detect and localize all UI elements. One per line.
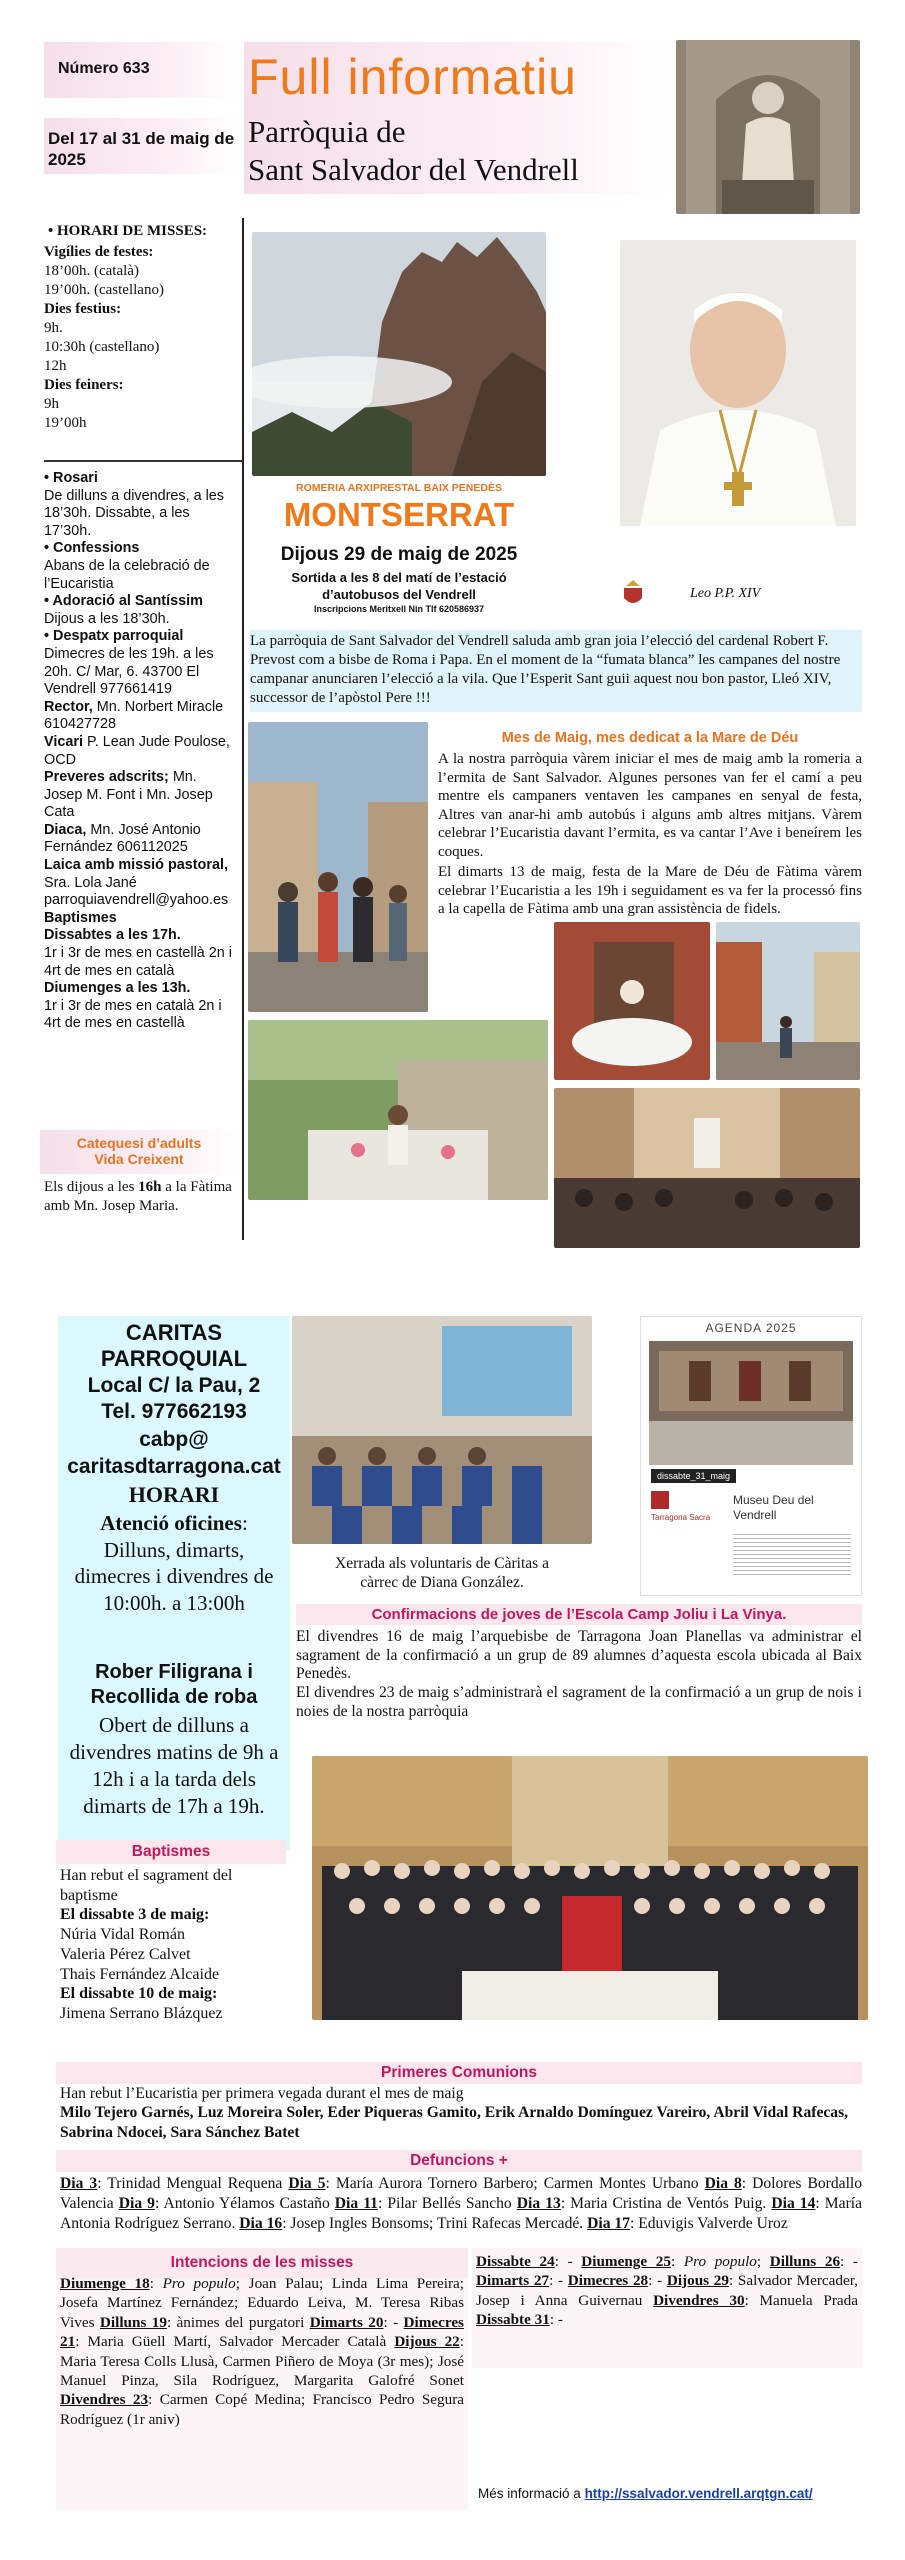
mass-schedule: • HORARI DE MISSES: Vigílies de festes: 18’00h. (català) 19’00h. (castellano) Dies festius: 9h. 10:30h (castellano) 12h Dies feiners: 9h 19’00h: [44, 222, 238, 433]
agenda-heading: AGENDA 2025: [705, 1321, 797, 1335]
montserrat-line-2: d’autobusos del Vendrell: [322, 587, 476, 602]
date-box: [44, 118, 240, 174]
agenda-museum: Museu Deu del Vendrell: [733, 1493, 814, 1522]
confirmacions-paragraph-1: El divendres 16 de maig l’arquebisbe de Tarragona Joan Planellas va administrar el sagrament de la confirmació a un grup de 89 alumnes d’aquesta escola ubicada al Baix Penedès.: [296, 1628, 862, 1683]
staff-vicari: Vicari P. Lean Jude Poulose, OCD: [44, 733, 230, 768]
montserrat-photo: [252, 232, 546, 476]
schedule-heading: HORARI DE MISSES:: [57, 223, 208, 239]
mes-maig-paragraph-1: A la nostra parròquia vàrem iniciar el mes de maig amb la romeria a l’ermita de Sant Salvador. Algunes persones van fer el camí a peu mentre els campaners ventaven les campanes en senyal de festa, Altres van anar-hi amb autobús i alguns amb altres mitjans. Vàrem celebrar l’Eucaristia davant l’ermita, es va cantar l’Ave i beneírem les coques.: [438, 751, 862, 860]
montserrat-line-3: Inscripcions Meritxell Nin Tlf 620586937: [313, 604, 485, 614]
issue-box: [44, 42, 240, 98]
info-item: • Adoració al Santíssim: [44, 593, 203, 610]
baptized-name: Núria Vidal Román: [60, 1926, 185, 1944]
schedule-line: 9h.: [44, 320, 63, 336]
confirmacions-title: Confirmacions de joves de l’Escola Camp Joliu i La Vinya.: [296, 1604, 862, 1625]
catequesi-title-1: Catequesi d’adults: [76, 1135, 202, 1151]
statue-image: [676, 40, 860, 214]
baptismes-title: Baptismes: [56, 1840, 286, 1864]
comunions-names: Milo Tejero Garnés, Luz Moreira Soler, Eder Piqueras Gamito, Erik Arnaldo Domínguez Vareiro, Abril Vidal Rafecas, Sabrina Ndocei, Sara Sánchez Batet: [60, 2104, 849, 2141]
schedule-label-3: Dies feiners:: [44, 377, 124, 393]
schedule-line: 9h: [44, 396, 59, 412]
comunions-intro: Han rebut l’Eucaristia per primera vegada durant el mes de maig: [60, 2085, 464, 2102]
caritas-address: Local C/ la Pau, 2: [87, 1374, 261, 1397]
schedule-line: 19’00h. (castellano): [44, 282, 164, 298]
pope-announcement: La parròquia de Sant Salvador del Vendrell saluda amb gran joia l’elecció del cardenal Robert F. Prevost com a bisbe de Roma i Papa. En el moment de la “fumata blanca” les campanes del nostre campanar anunciaren l’elecció a la vila. Que l’Esperit Sant guii aquest nou bon pastor, Lleó XIV, successor de l’apòstol Pere !!!: [250, 630, 862, 712]
defuncions-list: Dia 3: Trinidad Mengual Requena Dia 5: María Aurora Tornero Barbero; Carmen Montes Urbano Dia 8: Dolores Bordallo Valencia Dia 9: Antonio Yélamos Castaño Dia 11: Pilar Bellés Sancho Dia 13: Maria Cristina de Ventós Puig. Dia 14: María Antonia Rodríguez Serrano. Dia 16: Josep Ingles Bonsoms; Trini Rafecas Mercadé. Dia 17: Eduvigis Valverde Uroz: [60, 2175, 863, 2232]
baptized-name: Jimena Serrano Blázquez: [60, 2004, 223, 2022]
schedule-label-1: Vigílies de festes:: [44, 244, 154, 260]
montserrat-title: MONTSERRAT: [283, 496, 515, 533]
info-item: • Rosari: [44, 470, 98, 486]
pope-photo: [620, 240, 856, 526]
catequesi-text: Els dijous a les 16h a la Fàtima amb Mn. Josep Maria.: [44, 1179, 232, 1214]
info-item: • Despatx parroquial: [44, 628, 184, 645]
xerrada-photo: [292, 1316, 592, 1544]
parish-line-1: Parròquia de: [248, 114, 406, 149]
schedule-line: 19’00h: [44, 415, 87, 431]
column-divider: [242, 218, 244, 1240]
baptism-schedule-title: Baptismes: [44, 909, 117, 926]
caritas-phone: Tel. 977662193: [101, 1400, 247, 1423]
xerrada-caption: Xerrada als voluntaris de Càritas a càrrec de Diana González.: [335, 1555, 549, 1591]
defuncions-title: Defuncions +: [56, 2150, 862, 2172]
issue-dates: Del 17 al 31 de maig de 2025: [48, 129, 235, 169]
schedule-line: 10:30h (castellano): [44, 339, 160, 355]
filigrana-text: Obert de dilluns a divendres matins de 9h a 12h i a la tarda dels dimarts de 17h a 19h.: [69, 1713, 279, 1818]
parish-line-2: Sant Salvador del Vendrell: [248, 152, 579, 187]
agenda-logo-icon: [651, 1491, 669, 1509]
schedule-label-2: Dies festius:: [44, 301, 122, 317]
staff-laica: Laica amb missió pastoral, Sra. Lola Jané parroquiavendrell@yahoo.es: [44, 857, 229, 909]
catequesi-box: [40, 1130, 238, 1174]
footer-link[interactable]: http://ssalvador.vendrell.arqtgn.cat/: [584, 2486, 813, 2501]
parish-info: • Rosari De dilluns a divendres, a les 18’30h. Dissabte, a les 17’30h. • Confessions Abans de la celebració de l’Eucaristia • Adoració al Santíssim Dijous a les 18’30h. • Despatx parroquial Dimecres de les 19h. a les 20h. C/ Mar, 6. 43700 El Vendrell 977661419 Rector, Mn. Norbert Miracle 610427728 Vicari P. Lean Jude Poulose, OCD Preveres adscrits; Mn. Josep M. Font i Mn. Josep Cata Diaca, Mn. José Antonio Fernández 606112025 Laica amb missió pastoral, Sra. Lola Jané parroquiavendrell@yahoo.es Baptismes Dissabtes a les 17h. 1r i 3r de mes en castellà 2n i 4rt de mes en català Diumenges a les 13h. 1r i 3r de mes en català 2n i 4rt de mes en castellà: [44, 470, 238, 1033]
confirmacions-group-photo: [312, 1756, 868, 2020]
staff-diaca: Diaca, Mn. José Antonio Fernández 606112025: [44, 821, 201, 856]
pope-signature: Leo P.P. XIV: [690, 586, 761, 601]
info-item: • Confessions: [44, 540, 140, 557]
schedule-rule: [44, 460, 244, 462]
caritas-title: CARITAS PARROQUIAL: [100, 1320, 248, 1371]
montserrat-date: Dijous 29 de maig de 2025: [280, 544, 518, 565]
page-title: Full informatiu: [248, 49, 577, 105]
agenda-image: [649, 1341, 853, 1465]
agenda-card: [640, 1316, 862, 1596]
ermita-mass-photo: [248, 1020, 548, 1200]
caritas-email[interactable]: cabp@ caritasdtarragona.cat: [67, 1428, 281, 1478]
montserrat-kicker: ROMERIA ARXIPRESTAL BAIX PENEDÈS: [296, 482, 502, 494]
schedule-line: 12h: [44, 358, 67, 374]
romeria-photo: [248, 722, 428, 1012]
footer: [478, 2486, 868, 2501]
baptismes-list: Han rebut el sagrament del baptisme El dissabte 3 de maig: Núria Vidal Román Valeria Pérez Calvet Thais Fernández Alcaide El dissabte 10 de maig: Jimena Serrano Blázquez: [60, 1866, 292, 2024]
caritas-horari: HORARI: [128, 1482, 220, 1507]
montserrat-line-1: Sortida a les 8 del matí de l’estació: [291, 570, 507, 585]
intencions-list-right: Dissabte 24: - Diumenge 25: Pro populo; Dilluns 26: - Dimarts 27: - Dimecres 28: - Dijous 29: Salvador Mercader, Josep i Anna Guivernau Divendres 30: Manuela Prada Dissabte 31: -: [476, 2253, 858, 2329]
intencions-list-left: Diumenge 18: Pro populo; Joan Palau; Linda Lima Pereira; Josefa Martínez Fernández; Eduardo Leiva, M. Teresa Ribas Vives Dilluns 19: ànimes del purgatori Dimarts 20: - Dimecres 21: Maria Güell Martí, Salvador Mercader Català Dijous 22: Maria Teresa Colls Llusà, Carmen Piñero de Moya (3r mes); José Manuel Pinza, Sila Rodríguez, Margarita Galofré Sonet Divendres 23: Carmen Copé Medina; Francisco Pedro Segura Rodríguez (1r aniv): [60, 2275, 465, 2428]
papal-coat-of-arms-icon: [622, 580, 644, 608]
confirmacions-paragraph-2: El divendres 23 de maig s’administrarà el sagrament de la confirmació a un grup de nois i noies de la nostra parròquia: [296, 1684, 862, 1720]
baptized-name: Thais Fernández Alcaide: [60, 1965, 220, 1983]
staff-preveres: Preveres adscrits; Mn. Josep M. Font i Mn. Josep Cata: [44, 769, 213, 821]
mes-maig-title: Mes de Maig, mes dedicat a la Mare de Déu: [501, 730, 799, 746]
fatima-chapel-photo: [554, 1088, 860, 1248]
baptized-name: Valeria Pérez Calvet: [60, 1945, 191, 1963]
schedule-line: 18’00h. (català): [44, 263, 139, 279]
agenda-org: Tarragona Sacra: [651, 1513, 711, 1522]
intencions-title: Intencions de les misses: [170, 2254, 354, 2271]
footer-label: Més informació a: [478, 2486, 581, 2501]
filigrana-title: Rober Filigrana i Recollida de roba: [90, 1661, 258, 1708]
agenda-date-tag: dissabte_31_maig: [651, 1469, 736, 1483]
caritas-hours: Atenció oficines: Dilluns, dimarts, dimecres i divendres de 10:00h. a 13:00h: [74, 1511, 274, 1615]
fatima-procession-photo-1: [554, 922, 710, 1080]
fatima-procession-photo-2: [716, 922, 860, 1080]
issue-number: Número 633: [58, 60, 150, 77]
comunions-title: Primeres Comunions: [56, 2062, 862, 2084]
mes-maig-paragraph-2: El dimarts 13 de maig, festa de la Mare de Déu de Fàtima vàrem celebrar l’Eucaristia a les 19h i seguidament es va fer la processó fins a la capella de Fàtima amb una gran assistència de fidels.: [438, 864, 862, 918]
staff-rector: Rector, Mn. Norbert Miracle 610427728: [44, 698, 224, 733]
catequesi-title-2: Vida Creixent: [94, 1151, 184, 1167]
